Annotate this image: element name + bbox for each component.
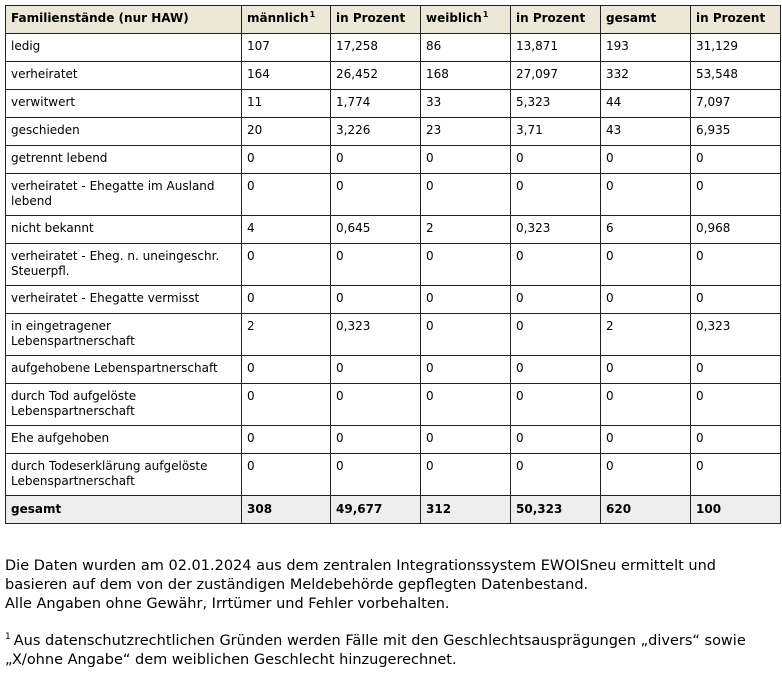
column-header: Familienstände (nur HAW)	[6, 6, 242, 34]
value-cell: 6,935	[691, 118, 781, 146]
row-label-cell: ledig	[6, 34, 242, 62]
column-header: männlich$^1$	[242, 6, 331, 34]
value-cell: 1,774	[331, 90, 421, 118]
total-value-cell: 312	[421, 496, 511, 524]
table-total-row	[6, 496, 781, 524]
value-cell: 7,097	[691, 90, 781, 118]
value-cell: 0	[421, 286, 511, 314]
value-cell: 0	[601, 244, 691, 286]
value-cell: 0	[331, 454, 421, 496]
row-label-cell: geschieden	[6, 118, 242, 146]
value-cell: 0	[242, 286, 331, 314]
value-cell: 31,129	[691, 34, 781, 62]
value-cell: 11	[242, 90, 331, 118]
value-cell: 0	[331, 146, 421, 174]
value-cell: 0	[242, 174, 331, 216]
value-cell: 0	[691, 174, 781, 216]
value-cell: 0	[511, 454, 601, 496]
column-header: in Prozent	[691, 6, 781, 34]
value-cell: 0	[421, 454, 511, 496]
value-cell: 0	[601, 384, 691, 426]
table-row	[6, 118, 781, 146]
value-cell: 0	[691, 244, 781, 286]
value-cell: 0	[242, 146, 331, 174]
familienstaende-table	[5, 5, 781, 524]
table-row	[6, 216, 781, 244]
value-cell: 2	[242, 314, 331, 356]
table-row	[6, 314, 781, 356]
row-label-cell: aufgehobene Lebenspartnerschaft	[6, 356, 242, 384]
value-cell: 0,323	[511, 216, 601, 244]
row-label-cell: verheiratet - Ehegatte vermisst	[6, 286, 242, 314]
value-cell: 0	[242, 384, 331, 426]
table-row	[6, 384, 781, 426]
value-cell: 0	[691, 426, 781, 454]
table-row	[6, 62, 781, 90]
row-label-cell: verheiratet - Eheg. n. uneingeschr. Steuerpfl.	[6, 244, 242, 286]
table-row	[6, 34, 781, 62]
row-label-cell: getrennt lebend	[6, 146, 242, 174]
column-header: gesamt	[601, 6, 691, 34]
value-cell: 0	[511, 384, 601, 426]
value-cell: 2	[601, 314, 691, 356]
value-cell: 0	[691, 384, 781, 426]
data-source-note	[5, 557, 775, 614]
table-row	[6, 356, 781, 384]
value-cell: 23	[421, 118, 511, 146]
value-cell: 0,323	[691, 314, 781, 356]
value-cell: 20	[242, 118, 331, 146]
value-cell: 107	[242, 34, 331, 62]
value-cell: 164	[242, 62, 331, 90]
row-label-cell: durch Tod aufgelöste Lebenspartnerschaft	[6, 384, 242, 426]
value-cell: 0	[331, 174, 421, 216]
value-cell: 0	[421, 174, 511, 216]
value-cell: 0	[242, 356, 331, 384]
footnote-marker: 1	[309, 10, 316, 19]
value-cell: 43	[601, 118, 691, 146]
value-cell: 168	[421, 62, 511, 90]
value-cell: 3,71	[511, 118, 601, 146]
column-header: weiblich$^1$	[421, 6, 511, 34]
value-cell: 0	[242, 244, 331, 286]
value-cell: 0	[511, 356, 601, 384]
value-cell: 0	[601, 174, 691, 216]
value-cell: 0,645	[331, 216, 421, 244]
value-cell: 27,097	[511, 62, 601, 90]
value-cell: 0	[601, 356, 691, 384]
table-row	[6, 146, 781, 174]
value-cell: 0	[511, 426, 601, 454]
footnote-marker: 1	[482, 10, 489, 19]
value-cell: 0	[242, 454, 331, 496]
value-cell: 53,548	[691, 62, 781, 90]
value-cell: 0	[691, 146, 781, 174]
value-cell: 2	[421, 216, 511, 244]
value-cell: 0	[511, 314, 601, 356]
value-cell: 44	[601, 90, 691, 118]
value-cell: 5,323	[511, 90, 601, 118]
total-value-cell: 50,323	[511, 496, 601, 524]
value-cell: 86	[421, 34, 511, 62]
value-cell: 0	[601, 426, 691, 454]
value-cell: 13,871	[511, 34, 601, 62]
table-row	[6, 286, 781, 314]
total-value-cell: 308	[242, 496, 331, 524]
value-cell: 0,968	[691, 216, 781, 244]
row-label-cell: Ehe aufgehoben	[6, 426, 242, 454]
value-cell: 26,452	[331, 62, 421, 90]
value-cell: 0	[511, 244, 601, 286]
value-cell: 332	[601, 62, 691, 90]
row-label-cell: verwitwert	[6, 90, 242, 118]
value-cell: 0	[511, 286, 601, 314]
value-cell: 0	[331, 384, 421, 426]
value-cell: 0	[421, 314, 511, 356]
value-cell: 4	[242, 216, 331, 244]
total-value-cell: 620	[601, 496, 691, 524]
table-row	[6, 244, 781, 286]
total-value-cell: 49,677	[331, 496, 421, 524]
value-cell: 0	[421, 426, 511, 454]
value-cell: 0	[421, 356, 511, 384]
value-cell: 193	[601, 34, 691, 62]
value-cell: 0	[421, 384, 511, 426]
value-cell: 0	[601, 286, 691, 314]
value-cell: 0	[331, 244, 421, 286]
value-cell: 0	[421, 244, 511, 286]
value-cell: 0,323	[331, 314, 421, 356]
note-line: Alle Angaben ohne Gewähr, Irrtümer und Fehler vorbehalten.	[5, 596, 450, 612]
footnote-text: Aus datenschutzrechtlichen Gründen werden Fälle mit den Geschlechtsausprägungen „divers“ sowie „X/ohne Angabe“ dem weiblichen Geschlecht hinzugerechnet.	[5, 633, 746, 668]
value-cell: 6	[601, 216, 691, 244]
value-cell: 33	[421, 90, 511, 118]
value-cell: 0	[331, 426, 421, 454]
value-cell: 0	[691, 286, 781, 314]
table-header-row	[6, 6, 781, 34]
table-row	[6, 426, 781, 454]
value-cell: 17,258	[331, 34, 421, 62]
table-body	[6, 34, 781, 524]
value-cell: 0	[691, 356, 781, 384]
row-label-cell: durch Todeserklärung aufgelöste Lebenspartnerschaft	[6, 454, 242, 496]
value-cell: 0	[691, 454, 781, 496]
value-cell: 0	[331, 356, 421, 384]
footnote-number: 1	[5, 632, 11, 642]
value-cell: 0	[511, 146, 601, 174]
table-row	[6, 90, 781, 118]
table-row	[6, 174, 781, 216]
column-header: in Prozent	[331, 6, 421, 34]
total-value-cell: 100	[691, 496, 781, 524]
footnote	[5, 632, 775, 670]
value-cell: 0	[601, 454, 691, 496]
row-label-cell: nicht bekannt	[6, 216, 242, 244]
value-cell: 0	[511, 174, 601, 216]
column-header: in Prozent	[511, 6, 601, 34]
row-label-cell: verheiratet - Ehegatte im Ausland lebend	[6, 174, 242, 216]
value-cell: 0	[242, 426, 331, 454]
total-label-cell: gesamt	[6, 496, 242, 524]
value-cell: 0	[421, 146, 511, 174]
table-row	[6, 454, 781, 496]
row-label-cell: in eingetragener Lebenspartnerschaft	[6, 314, 242, 356]
value-cell: 0	[331, 286, 421, 314]
row-label-cell: verheiratet	[6, 62, 242, 90]
value-cell: 3,226	[331, 118, 421, 146]
value-cell: 0	[601, 146, 691, 174]
note-line: Die Daten wurden am 02.01.2024 aus dem zentralen Integrationssystem EWOISneu ermittelt und basieren auf dem von der zuständigen Meldebehörde gepflegten Datenbestand.	[5, 558, 716, 593]
